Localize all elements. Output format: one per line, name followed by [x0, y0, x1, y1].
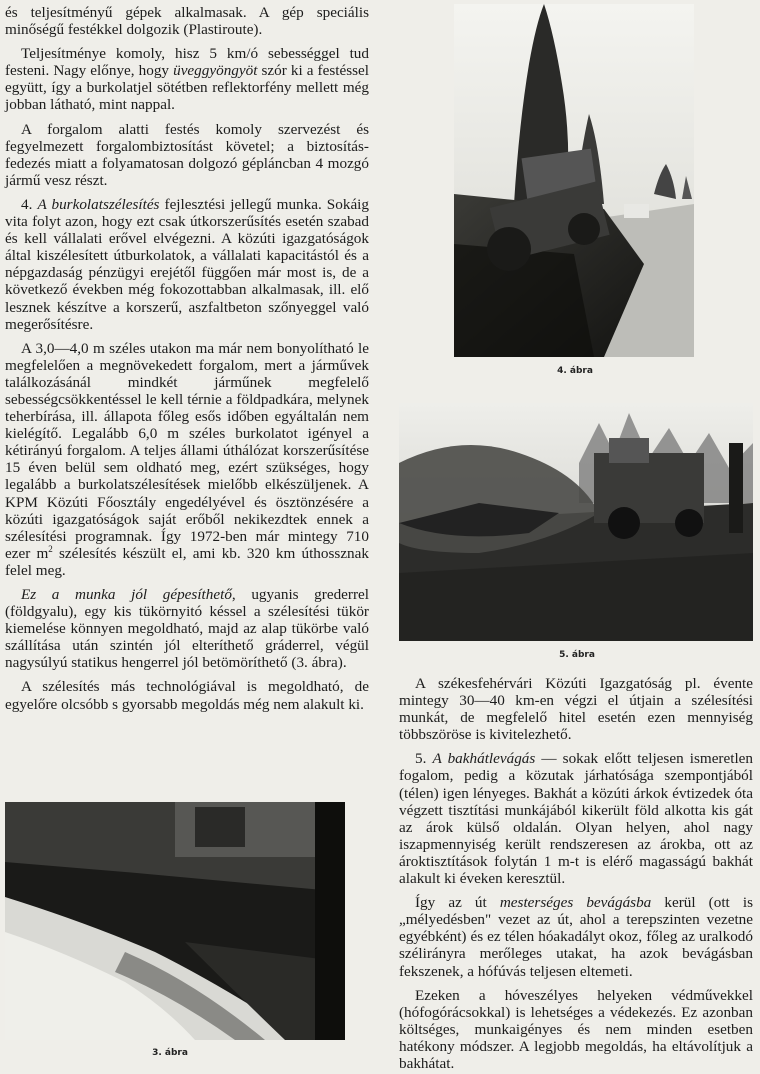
paragraph: Ezeken a hóveszélyes helyeken védművekkel (hófogórácsokkal) is lehetséges a védekezés. Ez azonban költséges, munkaigényes és nem minden esetben hatékony módszer. A legjobb megoldás, ha eltávolítjuk a bakhátat. [399, 986, 753, 1072]
section-5-paragraph: 5. A bakhátlevágás — sokak előtt teljesen ismeretlen fogalom, pedig a közutak járhatósága szempontjából (télen) igen lényeges. Bakhát a közúti árkok évtizedek óta végzett tisztítási munkájából kikerült föld alkotta kis gát az árok külső oldalán. Olyan helyen, ahol nagy iszapmennyiség került rendszeresen az árokba, ott az ároktisztítások folytán 1 m-t is elérő magasságú bakhát alakult ki éveken keresztül. [399, 750, 754, 888]
paragraph: A szélesítés más technológiával is megoldható, de egyelőre olcsóbb s gyorsabb megoldás még nem alakult ki. [5, 678, 369, 713]
figure-4-photo [454, 4, 694, 357]
paragraph: Teljesítménye komoly, hisz 5 km/ó sebességgel tud festeni. Nagy előnye, hogy üveggyöngyöt szór ki a festéssel együtt, így a burkolatjel sötétben reflektorfény mellett még jobban látható, mint nappal. [5, 45, 369, 114]
paragraph: A székesfehérvári Közúti Igazgatóság pl. évente mintegy 30—40 km-en végzi el útjain a szélesítési munkát, de megfelelő hitel esetén ezen mennyiség többszöröse is kivitelezhető. [399, 675, 753, 744]
paragraph: és teljesítményű gépek alkalmasak. A gép speciális minőségű festékkel dolgozik (Plastiroute). [5, 4, 369, 39]
paragraph: A 3,0—4,0 m széles utakon ma már nem bonyolítható le megfelelően a megnövekedett forgalom, mert a járművek találkozásánál mindkét járműnek megfelelő sebességcsökkentéssel le kell térnie a földpadkára, melynek teherbírása, ill. állapota főleg esős időben egyáltalán nem kielégítő. Legalább 6,0 m széles burkolatot igényel a kétirányú forgalom. A teljes állami úthálózat korszerűsítése 15 éven belül sem oldható meg, ezért szükséges, hogy legalább a burkolatszélesítések mielőbb elkészüljenek. A KPM Közúti Főosztály engedélyével és ösztönzésére a közúti igazgatóságok saját erőből nekikezdtek ennek a szélesítési programnak. Így 1972-ben már mintegy 710 ezer $m^2$ szélesítés készült el, ami kb. 320 km úthossznak felel meg. [5, 339, 369, 579]
paragraph: A forgalom alatti festés komoly szervezést és fegyelmezett forgalombiztosítást követel; a biztosítás-fedezés miatt a folyamatosan dolgozó gépláncban 4 mozgó jármű vesz részt. [5, 120, 369, 189]
figure-3-photo [5, 802, 345, 1040]
left-text-column [5, 4, 369, 713]
figure-5-caption: 5. ábra [559, 650, 595, 660]
right-text-column [399, 675, 753, 1072]
paragraph: Így az út mesterséges bevágásba kerül (ott is „mélyedésben" vezet az út, ahol a terepszinten vezetne egyébként) és ez télen hóakadályt okoz, főleg az uralkodó szélirányra merőleges utakat, ha azok bevágásban fekszenek, a hófúvás teljesen eltemeti. [399, 894, 753, 980]
figure-5-photo [399, 403, 753, 641]
paragraph: Ez a munka jól gépesíthető, ugyanis grederrel (földgyalu), egy kis tükörnyitó késsel a szélesítési tükör kiemelése könnyen megoldható, majd az alap tükörbe való szállítása után szintén jól elteríthető gráderrel, végül nagysúlyú statikus hengerrel jól betömöríthető (3. ábra). [5, 586, 369, 672]
section-4-paragraph: 4. A burkolatszélesítés fejlesztési jellegű munka. Sokáig vita folyt azon, hogy ezt csak útkorszerűsítés esetén szabad és kell vállalati erővel elvégezni. A közúti igazgatóságok által kiszélesített útburkolatok, a vállalati kapacitástól és a népgazdaság pénzügyi erejétől függően már most is, de a következő években még fokozottabban alkalmasak, ill. elő lesznek készítve a korszerű, aszfaltbeton szőnyeggel való megerősítésre. [5, 195, 369, 333]
figure-4-caption: 4. ábra [557, 366, 593, 376]
figure-3-caption: 3. ábra [152, 1048, 188, 1058]
